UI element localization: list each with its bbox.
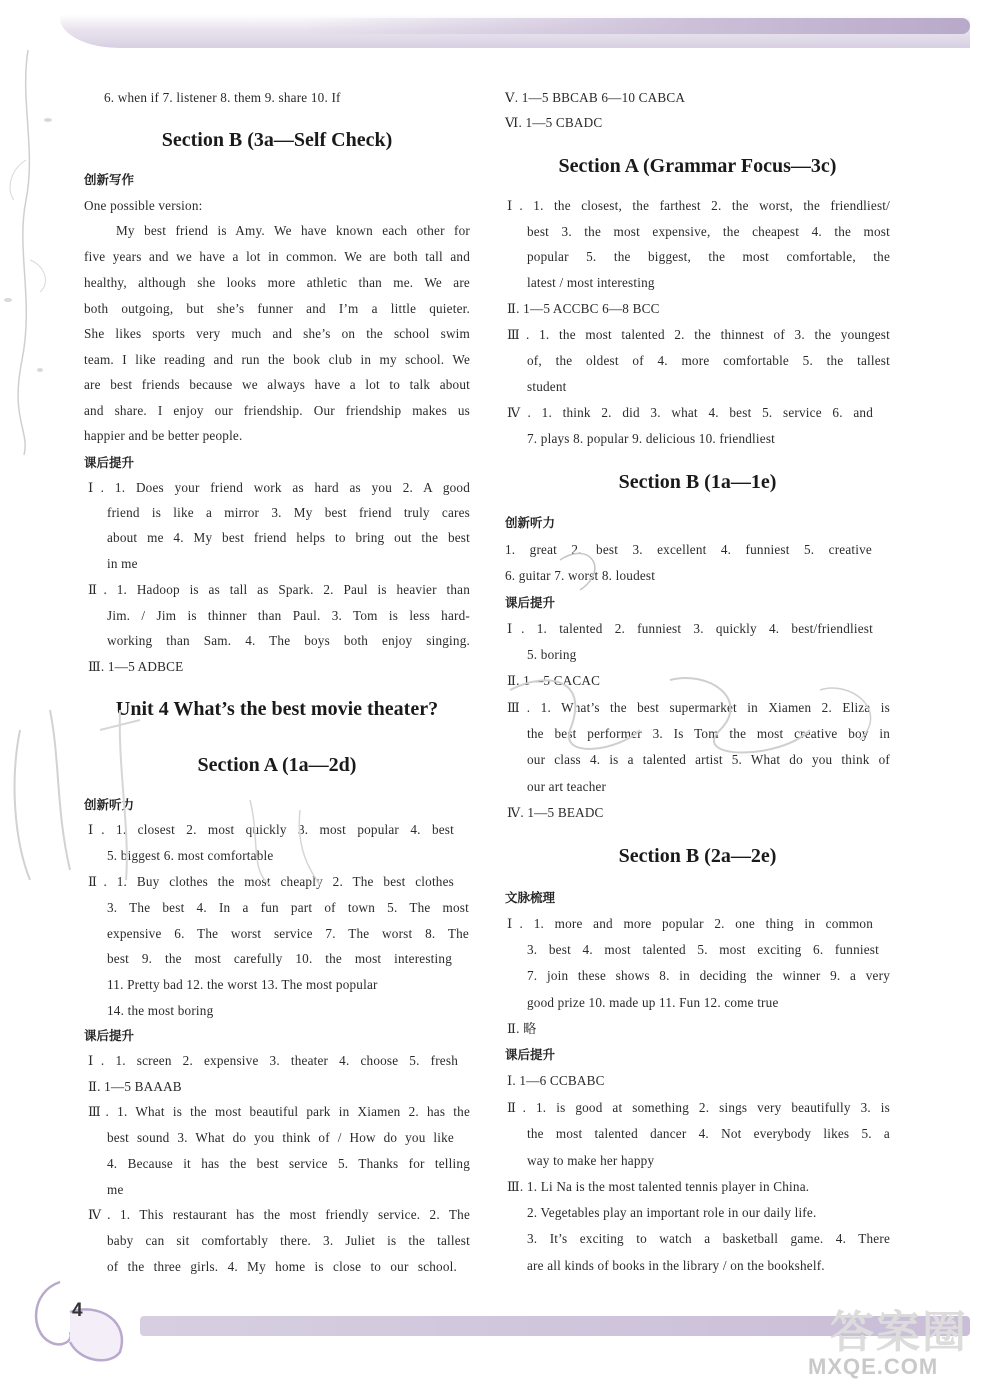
answer-line: are all kinds of books in the library / on the bookshelf. <box>527 1258 825 1273</box>
answer-line: Ⅱ. 1—5 CACAC <box>507 673 601 688</box>
answer-line: best 9. the most carefully 10. the most interesting <box>107 951 452 966</box>
answer-line: Jim. / Jim is thinner than Paul. 3. Tom is less hard- <box>107 608 470 623</box>
answer-line: Ⅰ. 1. more and more popular 2. one thing in common <box>507 916 873 931</box>
vine-decoration-icon <box>0 40 60 460</box>
answer-line: 5. biggest 6. most comfortable <box>107 848 274 863</box>
page-number: 4 <box>72 1300 83 1321</box>
answer-line: 4. Because it has the best service 5. Thanks for telling <box>107 1156 470 1171</box>
answer-line: way to make her happy <box>527 1153 655 1168</box>
answer-line: Ⅳ. 1. This restaurant has the most friendly service. 2. The <box>88 1207 470 1222</box>
page-number-ornament-icon <box>30 1262 140 1372</box>
answer-line: 6. guitar 7. worst 8. loudest <box>505 568 656 583</box>
subsection-label: 创新听力 <box>505 515 556 530</box>
answer-line: 6. when if 7. listener 8. them 9. share 10. If <box>104 90 341 105</box>
section-heading: Section B (1a—1e) <box>618 471 777 493</box>
essay-line: She likes sports very much and she’s on the school swim <box>84 326 470 341</box>
subsection-label: 课后提升 <box>505 1047 556 1062</box>
answer-line: me <box>107 1182 124 1197</box>
essay-line: and share. I enjoy our friendship. Our friendship makes us <box>84 403 470 418</box>
subsection-label: 创新听力 <box>84 797 135 812</box>
answer-line: Ⅲ. 1. What is the most beautiful park in Xiamen 2. has the <box>88 1104 470 1119</box>
answer-line: the most talented dancer 4. Not everybody likes 5. a <box>527 1126 890 1141</box>
answer-line: Ⅵ. 1—5 CBADC <box>505 115 603 130</box>
subsection-label: 课后提升 <box>84 1028 135 1043</box>
essay-line: team. I like reading and run the book club in my school. We <box>84 352 470 367</box>
answer-line: 3. best 4. most talented 5. most exciting 6. funniest <box>527 942 879 957</box>
watermark-domain: MXQE.COM <box>808 1354 939 1379</box>
answer-line: Ⅳ. 1—5 BEADC <box>507 805 604 820</box>
subsection-label: 文脉梳理 <box>505 890 556 905</box>
answer-line: student <box>527 379 567 394</box>
answer-line: Ⅳ. 1. think 2. did 3. what 4. best 5. service 6. and <box>507 405 873 420</box>
answer-line: friend is like a mirror 3. My best friend truly cares <box>107 505 470 520</box>
answer-line: Ⅰ. 1. the closest, the farthest 2. the worst, the friendliest/ <box>507 198 890 213</box>
answer-line: of the three girls. 4. My home is close to our school. <box>107 1259 457 1274</box>
answer-line: 3. It’s exciting to watch a basketball game. 4. There <box>527 1231 890 1246</box>
answer-line: best sound 3. What do you think of / How do you like <box>107 1130 454 1145</box>
answer-line: Ⅲ. 1—5 ADBCE <box>88 659 184 674</box>
section-heading: Section A (Grammar Focus—3c) <box>558 155 837 177</box>
answer-line: 11. Pretty bad 12. the worst 13. The most popular <box>107 977 378 992</box>
answer-line: our class 4. is a talented artist 5. What do you think of <box>527 752 890 767</box>
answer-line: Ⅱ. 1. Hadoop is as tall as Spark. 2. Paul is heavier than <box>88 582 470 597</box>
essay-line: both outgoing, but she’s funner and I’m a little quieter. <box>84 301 470 316</box>
answer-line: 1. great 2. best 3. excellent 4. funniest 5. creative <box>505 542 872 557</box>
answer-line: Ⅲ. 1. Li Na is the most talented tennis player in China. <box>507 1179 810 1194</box>
answer-line: best 3. the most expensive, the cheapest 4. the most <box>527 224 890 239</box>
answer-line: about me 4. My best friend helps to bring out the best <box>107 530 470 545</box>
answer-line: Ⅱ. 1—5 ACCBC 6—8 BCC <box>507 301 660 316</box>
watermark-logo: 答案圈 <box>830 1307 968 1358</box>
answer-line: our art teacher <box>527 779 607 794</box>
essay-line: are best friends because we always have a lot to talk about <box>84 377 470 392</box>
answer-line: 3. The best 4. In a fun part of town 5. The most <box>107 900 469 915</box>
answer-line: expensive 6. The worst service 7. The worst 8. The <box>107 926 469 941</box>
answer-line: Ⅱ. 1. is good at something 2. sings very beautifully 3. is <box>507 1100 890 1115</box>
answer-line: Ⅰ. 1. closest 2. most quickly 3. most popular 4. best <box>88 822 454 837</box>
section-heading: Section B (2a—2e) <box>618 845 777 867</box>
answer-line: 7. join these shows 8. in deciding the winner 9. a very <box>527 968 890 983</box>
subsection-label: 课后提升 <box>505 595 556 610</box>
answer-line: good prize 10. made up 11. Fun 12. come true <box>527 995 779 1010</box>
answer-line: 2. Vegetables play an important role in our daily life. <box>527 1205 817 1220</box>
answer-line: in me <box>107 556 138 571</box>
answer-line: baby can sit comfortably there. 3. Juliet is the tallest <box>107 1233 470 1248</box>
answer-line: popular 5. the biggest, the most comfortable, the <box>527 249 890 264</box>
answer-line: One possible version: <box>84 198 203 213</box>
answer-line: Ⅴ. 1—5 BBCAB 6—10 CABCA <box>505 90 686 105</box>
section-heading: Section B (3a—Self Check) <box>161 129 393 151</box>
subsection-label: 课后提升 <box>84 455 135 470</box>
answer-line: working than Sam. 4. The boys both enjoy singing. <box>107 633 470 648</box>
answer-line: Ⅰ. 1. Does your friend work as hard as you 2. A good <box>88 480 470 495</box>
answer-line: Ⅰ. 1—6 CCBABC <box>507 1073 605 1088</box>
answer-line: Ⅱ. 略 <box>507 1021 537 1036</box>
answer-line: latest / most interesting <box>527 275 655 290</box>
answer-line: of, the oldest of 4. more comfortable 5. the tallest <box>527 353 890 368</box>
essay-line: healthy, although she looks more athletic than me. We are <box>84 275 470 290</box>
essay-line: My best friend is Amy. We have known each other for <box>116 223 470 238</box>
answer-line: Ⅱ. 1—5 BAAAB <box>88 1079 182 1094</box>
answer-line: 7. plays 8. popular 9. delicious 10. friendliest <box>527 431 776 446</box>
essay-line: five years and we have a lot in common. We are both tall and <box>84 249 470 264</box>
answer-line: Ⅰ. 1. talented 2. funniest 3. quickly 4. best/friendliest <box>507 621 873 636</box>
answer-line: 5. boring <box>527 647 577 662</box>
section-heading: Section A (1a—2d) <box>197 754 357 776</box>
essay-line: happier and be better people. <box>84 428 243 443</box>
subsection-label: 创新写作 <box>84 172 135 187</box>
answer-line: Ⅰ. 1. screen 2. expensive 3. theater 4. choose 5. fresh <box>88 1053 458 1068</box>
answer-line: Ⅱ. 1. Buy clothes the most cheaply 2. The best clothes <box>88 874 454 889</box>
answer-line: the best performer 3. Is Tom the most creative boy in <box>527 726 890 741</box>
answer-line: 14. the most boring <box>107 1003 214 1018</box>
unit-heading: Unit 4 What’s the best movie theater? <box>115 698 439 720</box>
answer-line: Ⅲ. 1. What’s the best supermarket in Xiamen 2. Eliza is <box>507 700 890 715</box>
header-band-stripe <box>300 18 970 34</box>
answer-line: Ⅲ. 1. the most talented 2. the thinnest of 3. the youngest <box>507 327 890 342</box>
